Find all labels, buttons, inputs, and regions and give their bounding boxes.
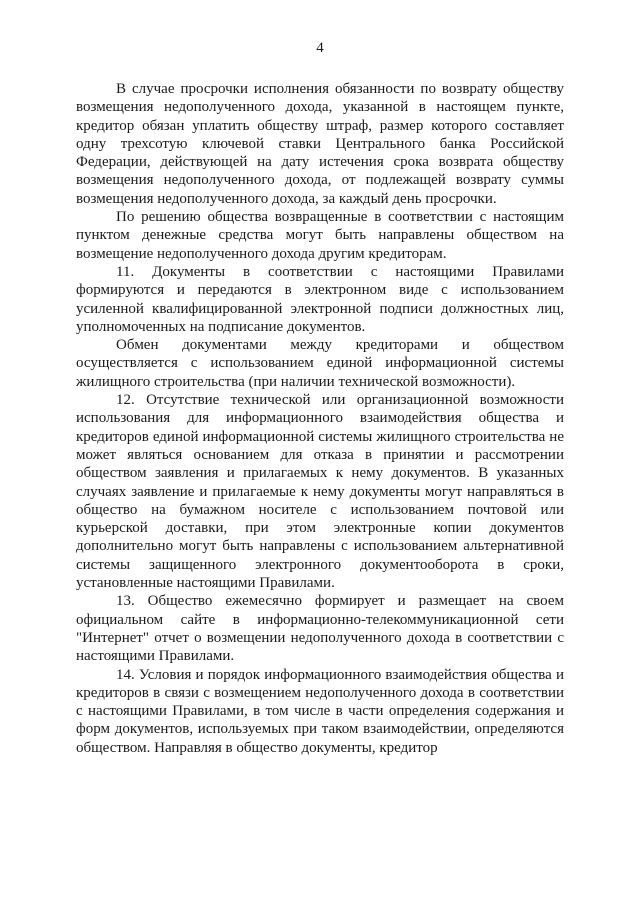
paragraph-14-interaction-conditions: 14. Условия и порядок информационного взаимодействия общества и кредиторов в связи с возмещением недополученного дохода в соответствии с настоящими Правилами, в том числе в части определения содержания и форм документов, используемых при таком взаимодействии, определяются обществом. Направляя в общество документы, кредитор (76, 666, 564, 756)
paragraph-13-monthly-report: 13. Общество ежемесячно формирует и размещает на своем официальном сайте в информационно-телекоммуникационной сети "Интернет" отчет о возмещении недополученного дохода в соответствии с настоящими Правилами. (76, 593, 564, 665)
paragraph-returned-funds: По решению общества возвращенные в соответствии с настоящим пунктом денежные средства могут быть направлены обществом на возмещение недополученного дохода другим кредиторам. (76, 209, 564, 262)
paragraph-document-exchange: Обмен документами между кредиторами и обществом осуществляется с использованием единой информационной системы жилищного строительства (при наличии технической возможности). (76, 337, 564, 390)
paragraph-12-no-technical-possibility: 12. Отсутствие технической или организационной возможности использования для информационного взаимодействия общества и кредиторов единой информационной системы жилищного строительства не может являться основанием для отказа в принятии и рассмотрении обществом заявления и прилагаемых к нему документов. В указанных случаях заявление и прилагаемые к нему документы могут направляться в общество на бумажном носителе с использованием почтовой или курьерской доставки, при этом электронные копии документов дополнительно могут быть направлены с использованием альтернативной системы защищенного электронного документооборота в сроки, установленные настоящими Правилами. (76, 392, 564, 592)
paragraph-penalty: В случае просрочки исполнения обязанности по возврату обществу возмещения недополученного дохода, указанной в настоящем пункте, кредитор обязан уплатить обществу штраф, размер которого составляет одну трехсотую ключевой ставки Центрального банка Российской Федерации, действующей на дату истечения срока возврата обществу возмещения недополученного дохода, от подлежащей возврату суммы возмещения недополученного дохода, за каждый день просрочки. (76, 81, 564, 207)
paragraph-11-documents: 11. Документы в соответствии с настоящими Правилами формируются и передаются в электронном виде с использованием усиленной квалифицированной электронной подписи должностных лиц, уполномоченных на подписание документов. (76, 263, 564, 335)
page-number: 4 (316, 40, 324, 56)
document-body (76, 80, 564, 757)
